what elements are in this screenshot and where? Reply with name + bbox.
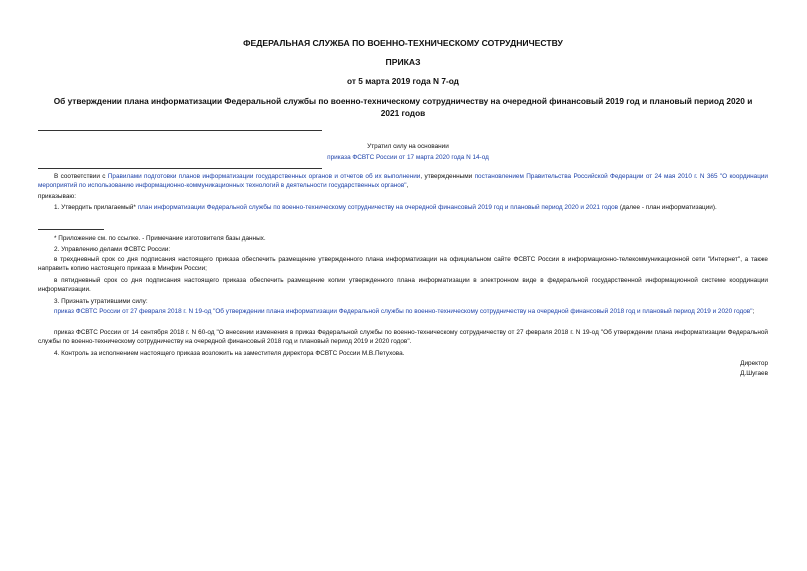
document-type: ПРИКАЗ bbox=[385, 57, 421, 67]
item-3-a: приказ ФСВТС России от 27 февраля 2018 г. N 19-од "Об утверждении плана информатизации Федеральной службы по военно-техническому сотрудничеству на очередной финансовый 2018 год и плановый период 2019 и 2020 годов"; bbox=[54, 308, 755, 315]
item-4: 4. Контроль за исполнением настоящего приказа возложить на заместителя директора ФСВТС России М.В.Петухова. bbox=[54, 350, 405, 357]
item-3-head: 3. Признать утратившими силу: bbox=[54, 298, 148, 305]
repeal-order-link[interactable]: приказа ФСВТС России от 17 марта 2020 года N 14-од bbox=[327, 154, 489, 161]
preamble: В соответствии с Правилами подготовки планов информатизации государственных органов и отчетов об их выполнении, утвержденными постановлением Правительства Российской Федерации от 24 мая 2010 г. N 365 "О координации мероприятий по использованию информационно-коммуникационных технологий в деятельности государственных органов", bbox=[38, 173, 769, 190]
divider-status bbox=[38, 168, 322, 169]
agency-name: ФЕДЕРАЛЬНАЯ СЛУЖБА ПО ВОЕННО-ТЕХНИЧЕСКОМУ СОТРУДНИЧЕСТВУ bbox=[243, 38, 563, 48]
divider-top bbox=[38, 130, 322, 131]
signature-position: Директор bbox=[740, 360, 768, 367]
plan-link[interactable]: план информатизации Федеральной службы по военно-техническому сотрудничеству на очередной финансовый 2019 год и плановый период 2020 и 2021 годов bbox=[137, 204, 619, 211]
item-3-b: приказ ФСВТС России от 14 сентября 2018 г. N 60-од "О внесении изменения в приказ Федеральной службы по военно-техническому сотрудничеству от 27 февраля 2018 г. N 19-од "Об утверждении плана информатизации Федеральной службы по военно-техническому сотрудничеству на очередной финансовый 2018 год и плановый период 2019 и 2020 годов". bbox=[38, 329, 768, 346]
item-2-a: в трехдневный срок со дня подписания настоящего приказа обеспечить размещение утвержденного плана информатизации на официальном сайте ФСВТС России в информационно-телекоммуникационной сети "Интернет", а также направить копию настоящего приказа в Минфин России; bbox=[38, 256, 768, 273]
document-date-number: от 5 марта 2019 года N 7-од bbox=[347, 76, 459, 86]
rules-link[interactable]: Правилами подготовки планов информатизации государственных органов и отчетов об их выполнении bbox=[107, 173, 421, 180]
resolution-link[interactable]: постановлением Правительства Российской Федерации от 24 мая 2010 г. N 365 "О координации мероприятий по использованию информационно-коммуникационных технологий в деятельности государственных органов" bbox=[38, 173, 769, 190]
footnote: * Приложение см. по ссылке. - Примечание изготовителя базы данных. bbox=[54, 235, 266, 242]
item-1: 1. Утвердить прилагаемый* план информатизации Федеральной службы по военно-техническому сотрудничеству на очередной финансовый 2019 год и плановый период 2020 и 2021 годов (далее - план информатизации). bbox=[54, 204, 717, 211]
repealed-order-link[interactable]: приказ ФСВТС России от 27 февраля 2018 г. N 19-од "Об утверждении плана информатизации Федеральной службы по военно-техническому сотрудничеству на очередной финансовый 2018 год и плановый период 2019 и 2020 годов" bbox=[54, 308, 753, 315]
signature-name: Д.Шугаев bbox=[740, 370, 768, 377]
footnote-divider bbox=[38, 229, 104, 230]
status-note: Утратил силу на основании bbox=[367, 143, 449, 150]
orders-text: приказываю: bbox=[38, 193, 76, 200]
item-2-head: 2. Управлению делами ФСВТС России: bbox=[54, 246, 171, 253]
item-2-b: в пятидневный срок со дня подписания настоящего приказа обеспечить размещение копии утвержденного плана информатизации в электронном виде в федеральной государственной информационной системе координации информатизации. bbox=[38, 277, 768, 294]
document-title: Об утверждении плана информатизации Федеральной службы по военно-техническому сотрудничеству на очередной финансовый 2019 год и плановый период 2020 и 2021 годов bbox=[53, 96, 753, 118]
